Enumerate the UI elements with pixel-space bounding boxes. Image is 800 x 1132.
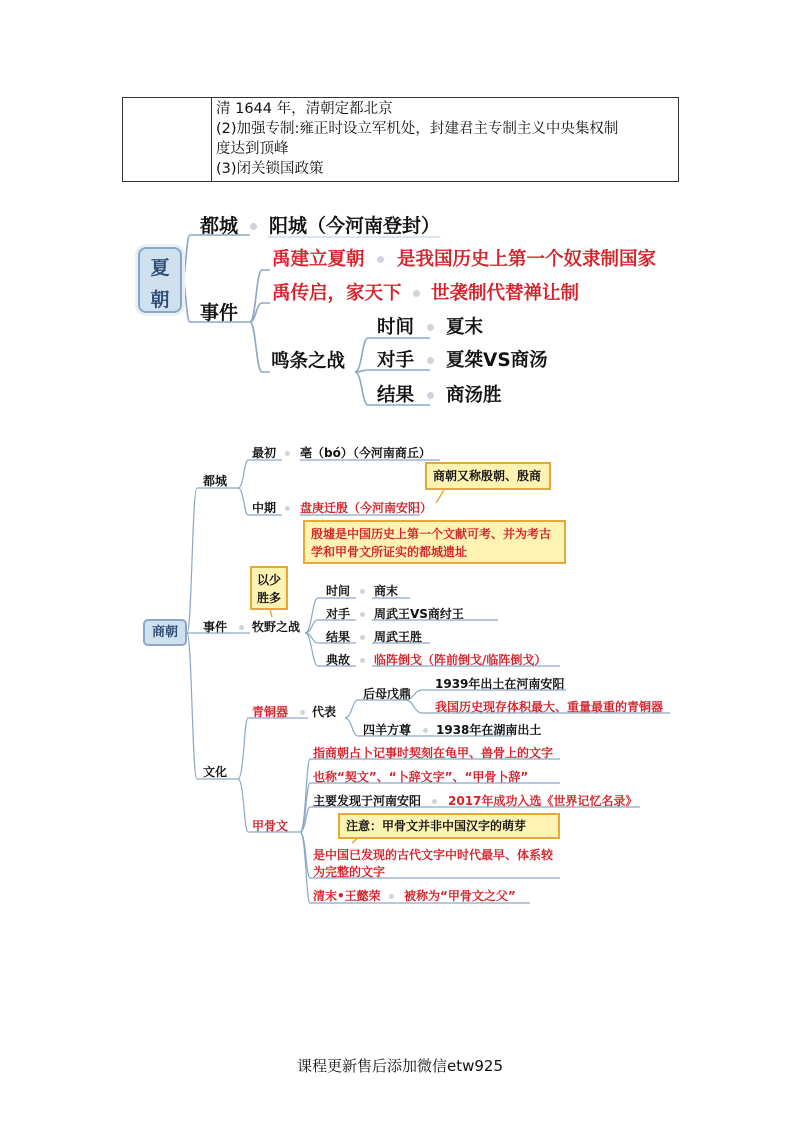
- shang-simuwu: 后母戊鼎: [363, 687, 412, 701]
- shang-capital-label: 都城: [203, 474, 228, 488]
- callout-yin-ruins: [303, 520, 566, 564]
- shang-simuwu-fact1: 1939年出土在河南安阳: [435, 677, 565, 691]
- xia-result-label: 结果: [377, 385, 415, 406]
- bullet-dot: [285, 451, 290, 456]
- bullet-dot: [239, 625, 244, 630]
- shang-events-label: 事件: [203, 620, 228, 634]
- bullet-dot: [360, 589, 365, 594]
- callout-oracle-note-text: 注意：甲骨文并非中国汉字的萌芽: [346, 819, 527, 833]
- shang-middle-label: 中期: [252, 501, 277, 515]
- bullet-dot: [360, 612, 365, 617]
- shang-middle-value: 盘庚迁殷（今河南安阳）: [300, 501, 433, 515]
- callout-ruins-line: 殷墟是中国历史上第一个文献可考、并为考古: [311, 527, 552, 541]
- shang-oracle-def: 指商朝占卜记事时契刻在龟甲、兽骨上的文字: [313, 746, 554, 760]
- shang-oracle-found: 主要发现于河南安阳: [313, 794, 422, 808]
- shang-oracle-unesco: 2017年成功入选《世界记忆名录》: [448, 794, 638, 808]
- callout-ruins-line: 学和甲骨文所证实的都城遗址: [311, 545, 468, 559]
- shang-bronze-label: 青铜器: [252, 705, 289, 719]
- callout-few-beat-many: [250, 566, 288, 610]
- shang-oracle-label: 甲骨文: [252, 819, 289, 833]
- shang-culture-label: 文化: [203, 765, 228, 779]
- xia-opponent-label: 对手: [377, 350, 415, 371]
- xia-time-label: 时间: [377, 317, 415, 338]
- shang-siyang: 四羊方尊: [363, 723, 412, 737]
- xia-events-label: 事件: [200, 302, 239, 324]
- shang-root-node: 商朝: [143, 619, 187, 646]
- shang-result-label: 结果: [326, 630, 351, 644]
- shang-initial-value: 亳（bó）（今河南商丘）: [300, 446, 431, 460]
- shang-initial-label: 最初: [252, 446, 277, 460]
- bullet-dot: [360, 658, 365, 663]
- shang-idiom-value: 临阵倒戈（阵前倒戈/临阵倒戈）: [374, 653, 547, 667]
- xia-capital-label: 都城: [200, 215, 239, 237]
- bullet-dot: [360, 635, 365, 640]
- bullet-dot: [300, 710, 305, 715]
- xia-event2-a: 禹传启，家天下: [272, 283, 402, 304]
- shang-time-label: 时间: [326, 584, 351, 598]
- callout-few-line: 胜多: [256, 591, 281, 605]
- xia-root-char: 夏: [150, 257, 170, 279]
- xia-opponent-value: 夏桀VS商汤: [446, 350, 548, 371]
- shang-oracle-aka: 也称“契文”、“卜辞文字”、“甲骨卜辞”: [313, 770, 529, 784]
- footer-note: 课程更新售后添加微信etw925: [296, 1057, 503, 1075]
- shang-time-value: 商末: [374, 584, 399, 598]
- callout-yin-text: 商朝又称殷朝、殷商: [433, 469, 542, 483]
- bullet-dot: [423, 728, 428, 733]
- shang-idiom-label: 典故: [326, 653, 351, 667]
- xia-capital-value: 阳城（今河南登封）: [269, 215, 441, 237]
- xia-root-char: 朝: [150, 289, 170, 311]
- table-line: (2)加强专制:雍正时设立军机处，封建君主专制主义中央集权制: [216, 121, 619, 137]
- bullet-dot: [432, 799, 437, 804]
- xia-event2-b: 世袭制代替禅让制: [431, 283, 580, 304]
- shang-rep-label: 代表: [312, 705, 337, 719]
- xia-result-value: 商汤胜: [446, 385, 502, 406]
- shang-result-value: 周武王胜: [374, 630, 423, 644]
- bullet-dot: [285, 506, 290, 511]
- oracle-earliest-line: 是中国已发现的古代文字中时代最早、体系较: [313, 848, 554, 862]
- shang-opponent-value: 周武王VS商纣王: [374, 607, 464, 621]
- shang-oracle-father: 被称为“甲骨文之父”: [404, 889, 516, 903]
- shang-oracle-wang: 清末•王懿荣: [313, 889, 381, 903]
- callout-yin-name: [425, 462, 551, 490]
- table-line: 度达到顶峰: [216, 141, 289, 157]
- shang-oracle-earliest: [313, 847, 553, 881]
- shang-opponent-label: 对手: [326, 607, 351, 621]
- callout-few-line: 以少: [256, 573, 281, 587]
- xia-event1-a: 禹建立夏朝: [272, 249, 365, 270]
- oracle-earliest-line: 为完整的文字: [313, 865, 386, 879]
- table-line: 清 1644 年，清朝定都北京: [216, 101, 393, 117]
- shang-siyang-fact: 1938年在湖南出土: [436, 723, 542, 737]
- xia-time-value: 夏末: [446, 317, 484, 338]
- shang-simuwu-fact2: 我国历史现存体积最大、重量最重的青铜器: [435, 700, 664, 714]
- xia-event1-b: 是我国历史上第一个奴隶制国家: [397, 249, 657, 270]
- callout-oracle-note: [338, 813, 560, 839]
- bullet-dot: [389, 894, 394, 899]
- shang-battle: 牧野之战: [252, 620, 301, 634]
- xia-battle: 鸣条之战: [271, 351, 346, 372]
- table-line: (3)闭关锁国政策: [216, 161, 324, 177]
